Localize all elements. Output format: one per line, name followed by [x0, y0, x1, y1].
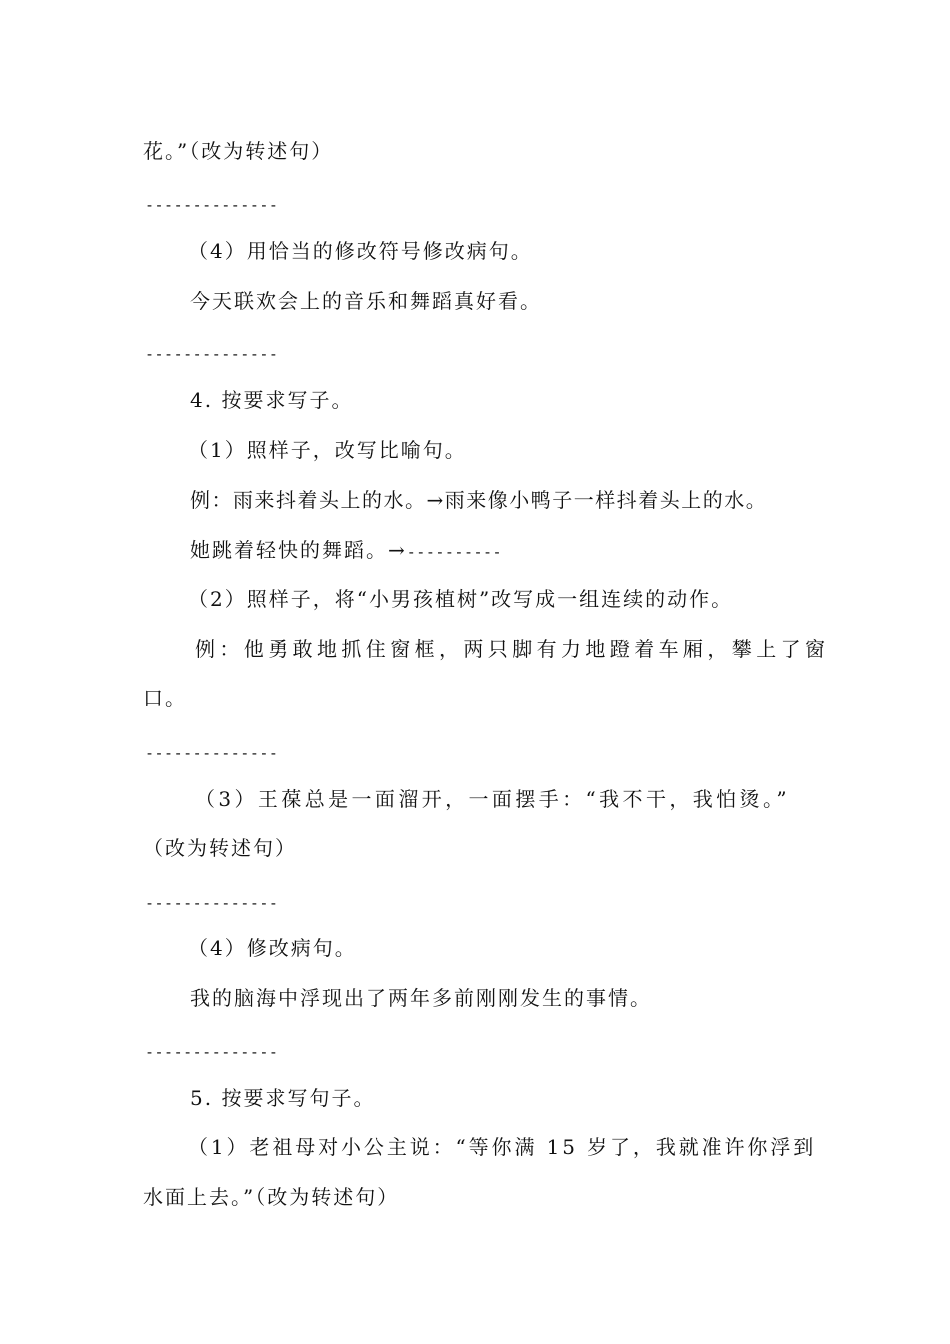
text-line: （改为转述句）: [143, 836, 297, 860]
text-line: 我的脑海中浮现出了两年多前刚刚发生的事情。: [190, 986, 652, 1010]
answer-blank: --------------: [145, 744, 279, 762]
answer-blank: ----------: [406, 543, 503, 561]
question-item: （1）老祖母对小公主说：“等你满 15 岁了，我就准许你浮到: [188, 1135, 817, 1159]
text-line: [190, 538, 502, 564]
example-line: 例：他勇敢地抓住窗框，两只脚有力地蹬着车厢，攀上了窗: [195, 637, 830, 661]
answer-blank: --------------: [145, 894, 279, 912]
text-line: 今天联欢会上的音乐和舞蹈真好看。: [190, 289, 542, 313]
question-item: （3）王葆总是一面溜开，一面摆手：“我不干，我怕烫。”: [195, 787, 790, 811]
prompt-text: 她跳着轻快的舞蹈。→: [190, 538, 407, 562]
text-line: 花。”（改为转述句）: [143, 139, 334, 163]
text-line: 口。: [143, 686, 187, 710]
answer-blank: --------------: [145, 345, 279, 363]
question-item: （4）用恰当的修改符号修改病句。: [188, 239, 533, 263]
example-line: 例：雨来抖着头上的水。→雨来像小鸭子一样抖着头上的水。: [190, 488, 768, 512]
answer-blank: --------------: [145, 196, 279, 214]
text-line: 水面上去。”（改为转述句）: [143, 1185, 400, 1209]
section-heading: 5. 按要求写句子。: [190, 1086, 376, 1110]
answer-blank: --------------: [145, 1043, 279, 1061]
question-item: （4）修改病句。: [188, 936, 357, 960]
question-item: （1）照样子，改写比喻句。: [188, 438, 467, 462]
question-item: （2）照样子，将“小男孩植树”改写成一组连续的动作。: [188, 587, 734, 611]
section-heading: 4. 按要求写子。: [190, 388, 354, 412]
